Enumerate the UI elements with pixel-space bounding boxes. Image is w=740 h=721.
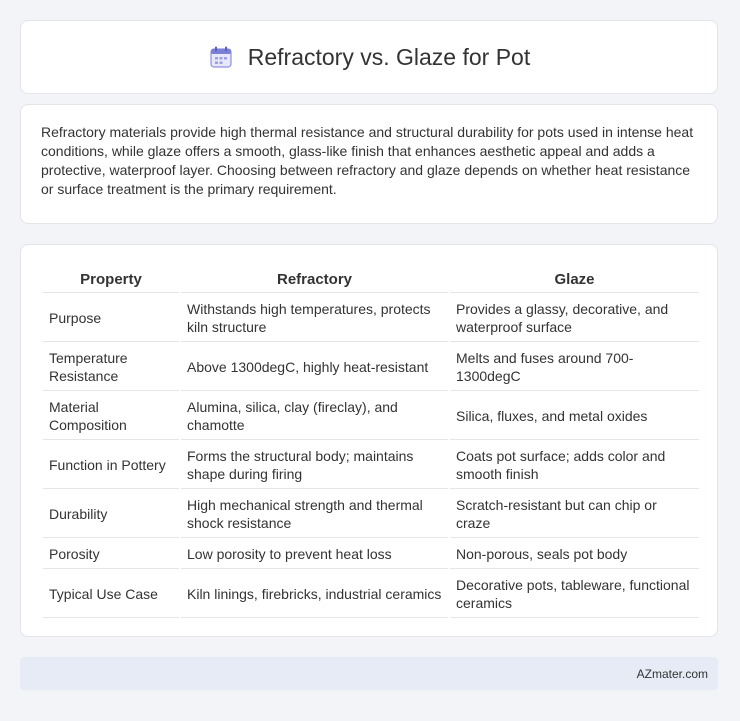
refractory-cell: Withstands high temperatures, protects kiln structure [181,295,448,342]
intro-paragraph: Refractory materials provide high thermal resistance and structural durability for pots used in intense heat conditions, while glaze offers a smooth, glass-like finish that enhances aesthetic appeal and adds a protective, waterproof layer. Choosing between refractory and glaze depends on whether heat resistance or surface treatment is the primary requirement. [41,124,694,197]
refractory-cell: Forms the structural body; maintains shape during firing [181,442,448,489]
table-row [43,344,699,391]
table-row [43,442,699,489]
table-row [43,295,699,342]
glaze-cell: Melts and fuses around 700-1300degC [450,344,699,391]
glaze-cell: Coats pot surface; adds color and smooth finish [450,442,699,489]
property-cell: Durability [43,491,179,538]
page-title: Refractory vs. Glaze for Pot [247,43,531,70]
refractory-cell: Above 1300degC, highly heat-resistant [181,344,448,391]
footer-bar [20,657,718,690]
refractory-cell: Alumina, silica, clay (fireclay), and chamotte [181,393,448,440]
refractory-cell: Kiln linings, firebricks, industrial ceramics [181,571,448,618]
table-row [43,491,699,538]
property-cell: Function in Pottery [43,442,179,489]
refractory-cell: Low porosity to prevent heat loss [181,540,448,569]
glaze-cell: Non-porous, seals pot body [450,540,699,569]
property-cell: Porosity [43,540,179,569]
comparison-table [41,265,701,620]
property-cell: Material Composition [43,393,179,440]
refractory-cell: High mechanical strength and thermal shock resistance [181,491,448,538]
glaze-cell: Provides a glassy, decorative, and waterproof surface [450,295,699,342]
intro-card [20,104,718,224]
property-cell: Temperature Resistance [43,344,179,391]
table-row [43,393,699,440]
title-card [20,20,718,94]
column-header-glaze: Glaze [450,267,699,293]
glaze-cell: Decorative pots, tableware, functional ceramics [450,571,699,618]
calendar-icon [208,44,234,70]
comparison-card [20,244,718,637]
column-header-refractory: Refractory [181,267,448,293]
glaze-cell: Silica, fluxes, and metal oxides [450,393,699,440]
table-row [43,571,699,618]
table-row [43,540,699,569]
property-cell: Typical Use Case [43,571,179,618]
title-wrap [208,44,530,71]
property-cell: Purpose [43,295,179,342]
glaze-cell: Scratch-resistant but can chip or craze [450,491,699,538]
table-header-row [43,267,699,293]
column-header-property: Property [43,267,179,293]
footer-brand[interactable]: AZmater.com [636,666,708,681]
